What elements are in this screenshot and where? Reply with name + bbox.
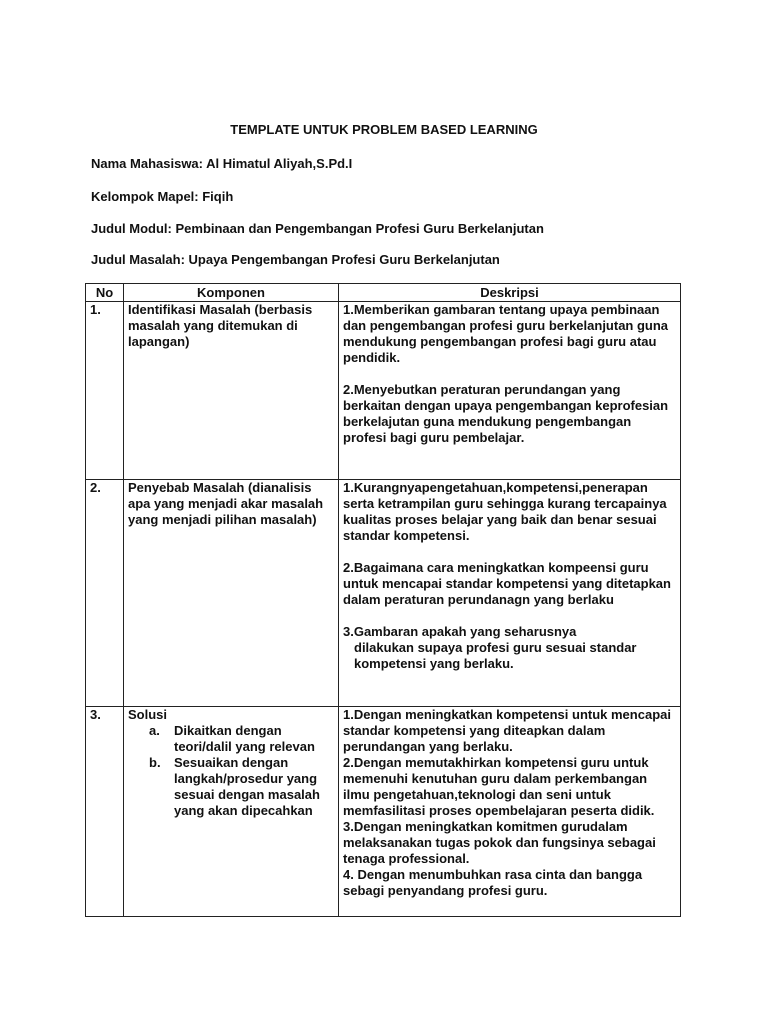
document-title: TEMPLATE UNTUK PROBLEM BASED LEARNING (230, 122, 538, 137)
row-deskripsi (339, 480, 681, 707)
list-marker: b. (149, 755, 161, 770)
table-row (86, 302, 681, 480)
row-number: 1. (86, 302, 124, 480)
header-komponen: Komponen (124, 284, 339, 302)
deskripsi-paragraph: 4. Dengan menumbuhkan rasa cinta dan bangga sebagi penyandang profesi guru. (343, 867, 643, 898)
row-number: 3. (86, 707, 124, 917)
deskripsi-paragraph: 3.Gambaran apakah yang seharusnya (343, 624, 577, 639)
header-no: No (86, 284, 124, 302)
problem-title-field: Judul Masalah: Upaya Pengembangan Profesi Guru Berkelanjutan (91, 252, 500, 267)
list-item-text: Sesuaikan dengan langkah/prosedur yang sesuai dengan masalah yang akan dipecahkan (174, 755, 320, 818)
student-name-field: Nama Mahasiswa: Al Himatul Aliyah,S.Pd.I (91, 156, 353, 171)
pbl-table (85, 283, 681, 917)
module-title-field: Judul Modul: Pembinaan dan Pengembangan Profesi Guru Berkelanjutan (91, 221, 544, 236)
row-deskripsi (339, 302, 681, 480)
list-marker: a. (149, 723, 160, 738)
list-item (128, 755, 334, 819)
row-komponen: Identifikasi Masalah (berbasis masalah yang ditemukan di lapangan) (124, 302, 339, 480)
deskripsi-paragraph: 2.Dengan memutakhirkan kompetensi guru untuk memenuhi kenutuhan guru dalam perkembangan ilmu pengetahuan,teknologi dan seni untuk memfasilitasi proses opembelajaran peserta didik. (343, 755, 655, 818)
table-header-row (86, 284, 681, 302)
row-number: 2. (86, 480, 124, 707)
deskripsi-paragraph: 2.Menyebutkan peraturan perundangan yang berkaitan dengan upaya pengembangan keprofesian berkelajutan guna mendukung pengembangan profesi bagi guru pembelajar. (343, 382, 669, 445)
deskripsi-paragraph: 3.Dengan meningkatkan komitmen gurudalam melaksanakan tugas pokok dan fungsinya sebagai tenaga professional. (343, 819, 656, 866)
row-komponen: Penyebab Masalah (dianalisis apa yang menjadi akar masalah yang menjadi pilihan masalah) (124, 480, 339, 707)
row-deskripsi (339, 707, 681, 917)
deskripsi-paragraph: 1.Dengan meningkatkan kompetensi untuk mencapai standar kompetensi yang diteapkan dalam perundangan yang berlaku. (343, 707, 671, 754)
row-komponen (124, 707, 339, 917)
table-row (86, 707, 681, 917)
deskripsi-paragraph: dilakukan supaya profesi guru sesuai standar kompetensi yang berlaku. (354, 640, 637, 671)
komponen-title: Solusi (128, 707, 168, 722)
table-row (86, 480, 681, 707)
solution-list (128, 723, 334, 819)
list-item-text: Dikaitkan dengan teori/dalil yang relevan (174, 723, 315, 754)
subject-group-field: Kelompok Mapel: Fiqih (91, 189, 234, 204)
list-item (128, 723, 334, 755)
deskripsi-paragraph: 1.Kurangnyapengetahuan,kompetensi,penerapan serta ketrampilan guru sehingga kurang tercapainya kualitas proses belajar yang baik dan benar sesuai standar kompetensi. (343, 480, 667, 543)
deskripsi-paragraph: 2.Bagaimana cara meningkatkan kompeensi guru untuk mencapai standar kompetensi yang ditetapkan dalam peraturan perundanagn yang berlaku (343, 560, 671, 607)
header-deskripsi: Deskripsi (339, 284, 681, 302)
deskripsi-paragraph: 1.Memberikan gambaran tentang upaya pembinaan dan pengembangan profesi guru berkelanjutan guna mendukung pengembangan profesi bagi guru atau pendidik. (343, 302, 669, 365)
